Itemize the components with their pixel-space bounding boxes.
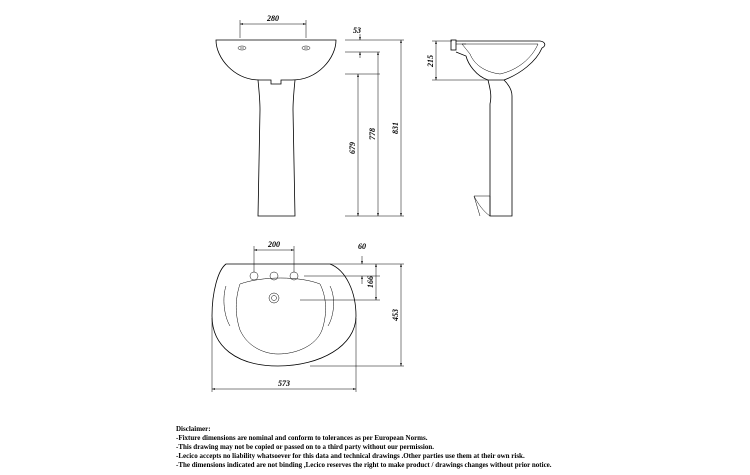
side-view bbox=[426, 40, 545, 216]
top-tap-hole-center bbox=[270, 272, 278, 280]
front-view bbox=[216, 14, 404, 216]
top-basin-outline bbox=[212, 264, 356, 366]
top-tap-hole-right bbox=[290, 272, 298, 280]
disclaimer-line: -Lecico accepts no liability whatsoever for this data and technical drawings .Other parties use them at their own risk. bbox=[176, 451, 525, 460]
side-pedestal bbox=[488, 80, 512, 216]
top-width-dim: 573 bbox=[278, 379, 290, 388]
disclaimer-title: Disclaimer: bbox=[176, 425, 211, 433]
top-tap-hole-left bbox=[250, 272, 258, 280]
top-tap-span-dim: 200 bbox=[268, 240, 280, 249]
front-basin-outline bbox=[216, 40, 336, 84]
top-view bbox=[212, 240, 404, 392]
disclaimer-line: -The dimensions indicated are not binding ,Lecico reserves the right to make product / drawings changes without prior notice. bbox=[176, 460, 552, 469]
front-rim-dim: 53 bbox=[353, 26, 361, 35]
top-tap-offset-dim: 60 bbox=[358, 242, 366, 251]
side-wall-bracket bbox=[451, 40, 456, 50]
front-width-dim: 280 bbox=[267, 14, 279, 23]
side-bowl-depth-dim: 215 bbox=[426, 55, 435, 67]
disclaimer-line: -This drawing may not be copied or passed on to a third party without our permission. bbox=[176, 442, 434, 451]
front-pedestal bbox=[258, 80, 295, 216]
top-depth-dim: 453 bbox=[391, 309, 400, 321]
front-pedestal-dim: 679 bbox=[348, 142, 357, 154]
disclaimer-line: -Fixture dimensions are nominal and conform to tolerances as per European Norms. bbox=[176, 433, 428, 442]
top-bowl-inner bbox=[236, 278, 325, 354]
top-drain bbox=[269, 293, 279, 303]
top-bowl-front-dim: 166 bbox=[366, 276, 375, 288]
disclaimer-block bbox=[176, 425, 736, 470]
front-rim-height-dim: 778 bbox=[368, 128, 377, 140]
front-total-height-dim: 831 bbox=[391, 122, 400, 134]
